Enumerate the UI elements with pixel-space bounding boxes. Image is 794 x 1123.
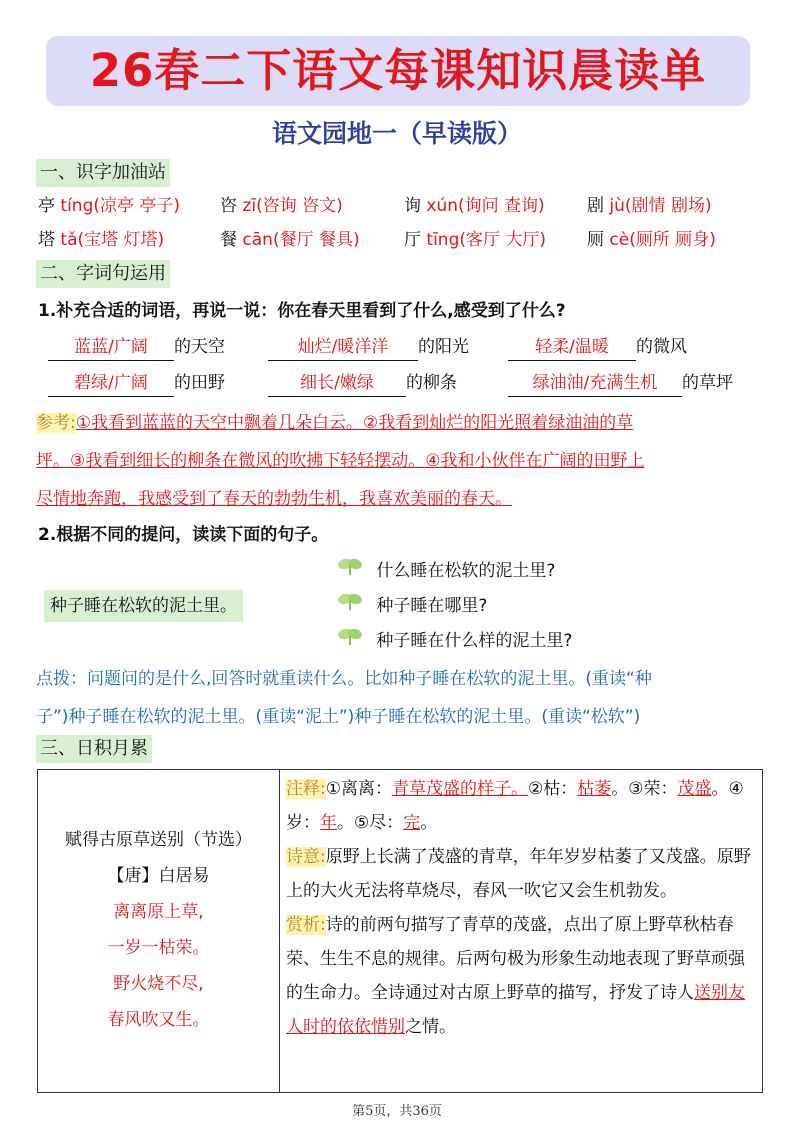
char-entry: 厕 cè(厕所 厕身): [587, 230, 716, 250]
poem-title: 赋得古原草送别（节选）: [65, 830, 252, 850]
section-heading-1: 一、识字加油站: [36, 159, 170, 187]
poem-line: 野火烧不尽,: [113, 974, 204, 994]
char-entry: 塔 tǎ(宝塔 灯塔): [38, 230, 165, 250]
section-heading-2: 二、字词句运用: [36, 260, 170, 288]
char-entry: 剧 jù(剧情 剧场): [587, 196, 712, 216]
sprout-icon: [337, 626, 363, 646]
tip-text: 点拨：问题问的是什么,回答时就重读什么。比如种子睡在松软的泥土里。(重读“种 子”)种子睡在松软的泥土里。(重读“泥土”)种子睡在松软的泥土里。(重读“松软”): [36, 669, 652, 727]
notes-label: 注释:: [286, 779, 326, 799]
poem-line: 一岁一枯荣。: [107, 938, 210, 958]
question-1: 1.补充合适的词语，再说一说：你在春天里看到了什么,感受到了什么?: [38, 301, 566, 321]
poem-author: 【唐】白居易: [107, 866, 210, 886]
poem-line: 离离原上草,: [113, 902, 204, 922]
fill-blank: 轻柔/温暖 的微风: [508, 332, 687, 362]
appreciation: 赏析:诗的前两句描写了青草的茂盛，点出了原上野草秋枯春荣、生生不息的规律。后两句极为形象生动地表现了野草顽强的生命力。全诗通过对古原上野草的描写，抒发了诗人送别友人时的依依惜别之情。: [286, 915, 745, 1037]
meaning-label: 诗意:: [286, 847, 326, 867]
question-item: 种子睡在什么样的泥土里?: [337, 626, 572, 656]
reference-label: 参考:: [36, 413, 76, 433]
fill-blank: 细长/嫩绿 的柳条: [268, 368, 457, 398]
fill-blank: 灿烂/暖洋洋 的阳光: [268, 332, 469, 362]
char-entry: 咨 zī(咨询 咨文): [220, 196, 343, 216]
question-2: 2.根据不同的提问，读读下面的句子。: [38, 525, 329, 545]
lesson-subtitle: 语文园地一（早读版）: [271, 119, 522, 148]
page-footer: 第5页，共36页: [352, 1104, 442, 1119]
sentence-box: 种子睡在松软的泥土里。: [44, 590, 243, 622]
question-item: 种子睡在哪里?: [337, 591, 487, 621]
section-heading-3: 三、日积月累: [36, 735, 152, 763]
poem-notes-cell: [280, 770, 763, 1093]
meaning: 诗意:原野上长满了茂盛的青草，年年岁岁枯萎了又茂盛。原野上的大火无法将草烧尽，春风一吹它又会生机勃发。: [286, 847, 751, 901]
char-entry: 厅 tīng(客厅 大厅): [404, 230, 547, 250]
poem-table: [37, 769, 763, 1093]
question-item: 什么睡在松软的泥土里?: [337, 556, 555, 586]
poem-line: 春风吹又生。: [107, 1010, 210, 1030]
appreciation-label: 赏析:: [286, 915, 326, 935]
reference-answer: 参考:①我看到蓝蓝的天空中飘着几朵白云。②我看到灿烂的阳光照着绿油油的草 坪。③我看到细长的柳条在微风的吹拂下轻轻摆动。④我和小伙伴在广阔的田野上 尽情地奔跑，我感受到了春天的勃勃生机，我喜欢美丽的春天。: [36, 413, 645, 509]
page-title: 26春二下语文每课知识晨读单: [89, 44, 707, 97]
poem-cell: [38, 770, 280, 1093]
sprout-icon: [337, 591, 363, 611]
notes: 注释:①离离：青草茂盛的样子。②枯：枯萎。③荣：茂盛。④岁：年。⑤尽：完。: [286, 779, 744, 833]
char-entry: 询 xún(询问 查询): [404, 196, 545, 216]
char-entry: 亭 tíng(凉亭 亭子): [38, 196, 181, 216]
fill-blank: 碧绿/广阔 的田野: [48, 368, 225, 398]
sprout-icon: [337, 556, 363, 576]
char-entry: 餐 cān(餐厅 餐具): [220, 230, 360, 250]
fill-blank: 绿油油/充满生机 的草坪: [508, 368, 733, 398]
fill-blank: 蓝蓝/广阔 的天空: [48, 332, 225, 362]
